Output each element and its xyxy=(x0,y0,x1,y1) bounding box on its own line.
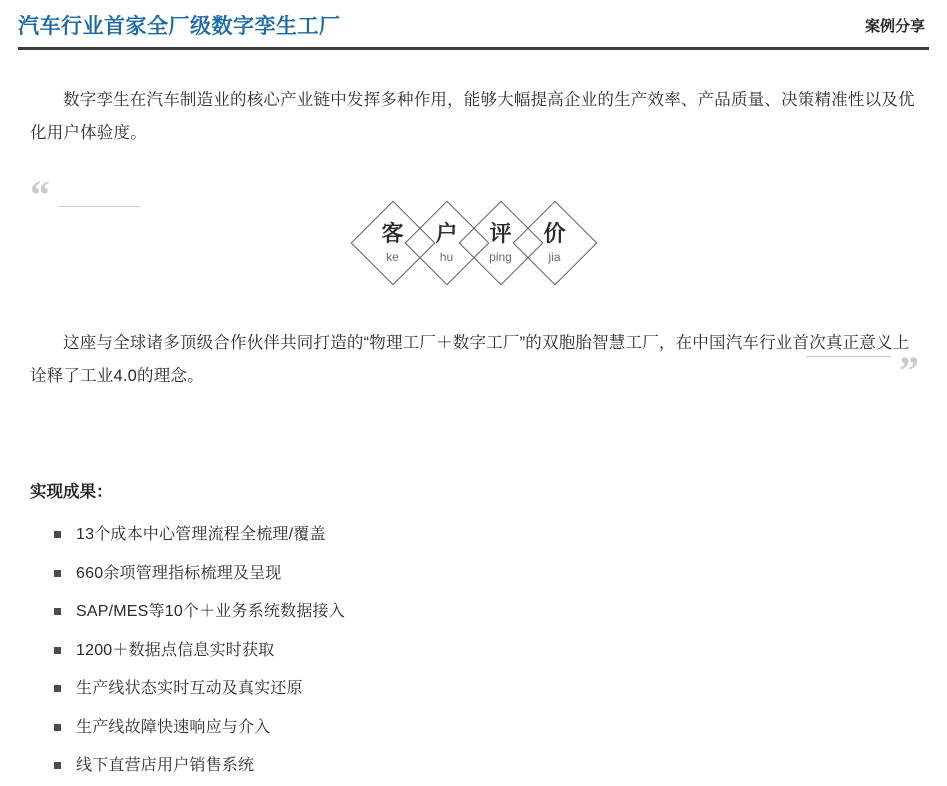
list-item xyxy=(54,709,917,748)
diamond-label-pinyin: ping xyxy=(489,250,512,264)
list-item xyxy=(54,516,917,555)
bullet-square-icon xyxy=(54,685,61,692)
section-tag: 案例分享 xyxy=(864,17,925,35)
list-item xyxy=(54,747,917,786)
diamond-label-group xyxy=(0,206,947,280)
results-section xyxy=(30,478,917,786)
diamond-label-cn: 客 xyxy=(381,221,404,246)
list-item xyxy=(54,555,917,594)
header-divider xyxy=(18,47,929,50)
bullet-square-icon xyxy=(54,647,61,654)
list-item xyxy=(54,670,917,709)
diamond-label-cn: 评 xyxy=(489,221,512,246)
list-item-label: 生产线状态实时互动及真实还原 xyxy=(76,680,303,697)
bullet-square-icon xyxy=(54,762,61,769)
bullet-square-icon xyxy=(54,531,61,538)
customer-review-block xyxy=(0,172,947,478)
list-item-label: 660余项管理指标梳理及呈现 xyxy=(76,564,282,582)
results-title: 实现成果： xyxy=(30,483,113,501)
list-item xyxy=(54,632,917,671)
list-item-label: 1200＋数据点信息实时获取 xyxy=(76,641,275,659)
slide-header xyxy=(0,0,947,50)
list-item xyxy=(54,593,917,632)
bullet-square-icon xyxy=(54,724,61,731)
list-item-label: 13个成本中心管理流程全梳理/覆盖 xyxy=(76,526,326,543)
quote-close-rule xyxy=(806,356,891,357)
diamond-label-pinyin: jia xyxy=(548,250,561,264)
quote-open-glyph: “ xyxy=(30,172,50,217)
bullet-square-icon xyxy=(54,608,61,615)
diamond-label-cn: 价 xyxy=(543,221,566,246)
bullet-square-icon xyxy=(54,570,61,577)
results-list xyxy=(30,516,917,786)
page-title: 汽车行业首家全厂级数字孪生工厂 xyxy=(18,15,341,38)
diamond-label xyxy=(518,206,592,280)
diamond-label-pinyin: hu xyxy=(439,250,454,264)
quote-close-glyph: ” xyxy=(899,348,919,393)
quote-paragraph: 这座与全球诸多顶级合作伙伴共同打造的“物理工厂＋数字工厂”的双胞胎智慧工厂，在中国汽车行业首次真正意义上诠释了工业4.0的理念。 xyxy=(30,333,910,385)
quote-close-icon xyxy=(804,348,919,393)
list-item-label: 线下直营店用户销售系统 xyxy=(76,757,255,774)
list-item-label: 生产线故障快速响应与介入 xyxy=(76,718,271,736)
list-item-label: SAP/MES等10个＋业务系统数据接入 xyxy=(76,603,345,620)
diamond-label-cn: 户 xyxy=(435,221,458,246)
diamond-label-pinyin: ke xyxy=(386,250,399,264)
intro-paragraph: 数字孪生在汽车制造业的核心产业链中发挥多种作用，能够大幅提高企业的生产效率、产品质量、决策精准性以及优化用户体验度。 xyxy=(30,91,915,142)
